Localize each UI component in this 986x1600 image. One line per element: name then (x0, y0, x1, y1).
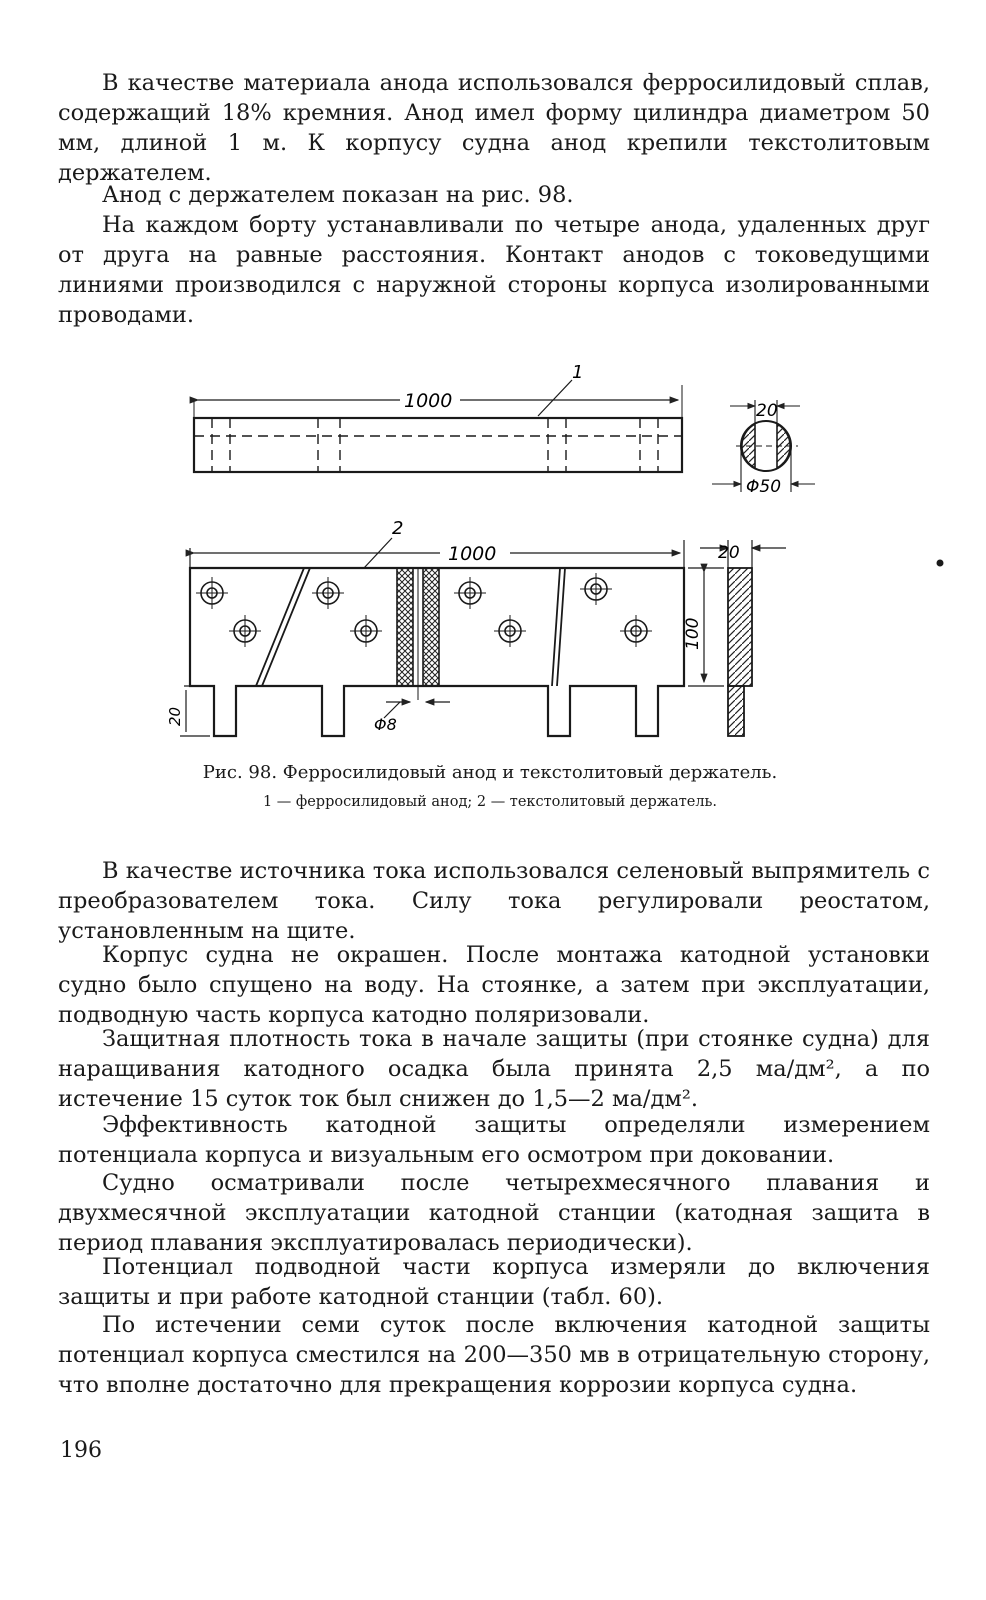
paragraph: В качестве источника тока использовался селеновый выпрямитель с преобразователем тока. Силу тока регулировали реостатом, установленным на щите. (58, 858, 930, 944)
callout-label: 1 (572, 362, 584, 383)
figure-caption: Рис. 98. Ферросилидовый анод и текстолитовый держатель. (202, 762, 778, 783)
figure-anode-drawing (0, 355, 986, 755)
dimension-label: 20 (756, 401, 778, 421)
paragraph: Защитная плотность тока в начале защиты (при стоянке судна) для наращивания катодного осадка была принята 2,5 ма/дм², а по истечение 15 суток ток был снижен до 1,5—2 ма/дм². (58, 1026, 930, 1112)
page-number: 196 (60, 1438, 102, 1463)
dimension-label: 20 (718, 543, 740, 563)
dimension-label: Φ8 (374, 715, 397, 734)
paragraph: Корпус судна не окрашен. После монтажа катодной установки судно было спущено на воду. На стоянке, а затем при эксплуатации, подводную часть корпуса катодно поляризовали. (58, 942, 930, 1028)
paragraph: На каждом борту устанавливали по четыре анода, удаленных друг от друга на равные расстояния. Контакт анодов с токоведущими линиями производился с наружной стороны корпуса изолированными проводами. (58, 212, 930, 328)
paragraph: Анод с держателем показан на рис. 98. (102, 182, 574, 208)
paragraph: В качестве материала анода использовался ферросилидовый сплав, содержащий 18% кремния. Анод имел форму цилиндра диаметром 50 мм, длиной 1 м. К корпусу судна анод крепили текстолитовым держателем. (58, 70, 930, 186)
paragraph: Судно осматривали после четырехмесячного плавания и двухмесячной эксплуатации катодной станции (катодная защита в период плавания эксплуатировалась периодически). (58, 1170, 930, 1256)
figure-legend: 1 — ферросилидовый анод; 2 — текстолитовый держатель. (262, 794, 718, 810)
dimension-label: 1000 (404, 390, 453, 412)
paragraph: Эффективность катодной защиты определяли измерением потенциала корпуса и визуальным его осмотром при доковании. (58, 1112, 930, 1168)
dimension-label: 20 (166, 706, 184, 726)
dimension-label: 100 (683, 617, 703, 650)
dimension-label: Φ50 (746, 477, 782, 497)
paragraph: Потенциал подводной части корпуса измеряли до включения защиты и при работе катодной станции (табл. 60). (58, 1254, 930, 1310)
callout-label: 2 (392, 518, 404, 539)
paragraph: По истечении семи суток после включения катодной защиты потенциал корпуса сместился на 200—350 мв в отрицательную сторону, что вполне достаточно для прекращения коррозии корпуса судна. (58, 1312, 930, 1398)
dimension-label: 1000 (448, 543, 497, 565)
